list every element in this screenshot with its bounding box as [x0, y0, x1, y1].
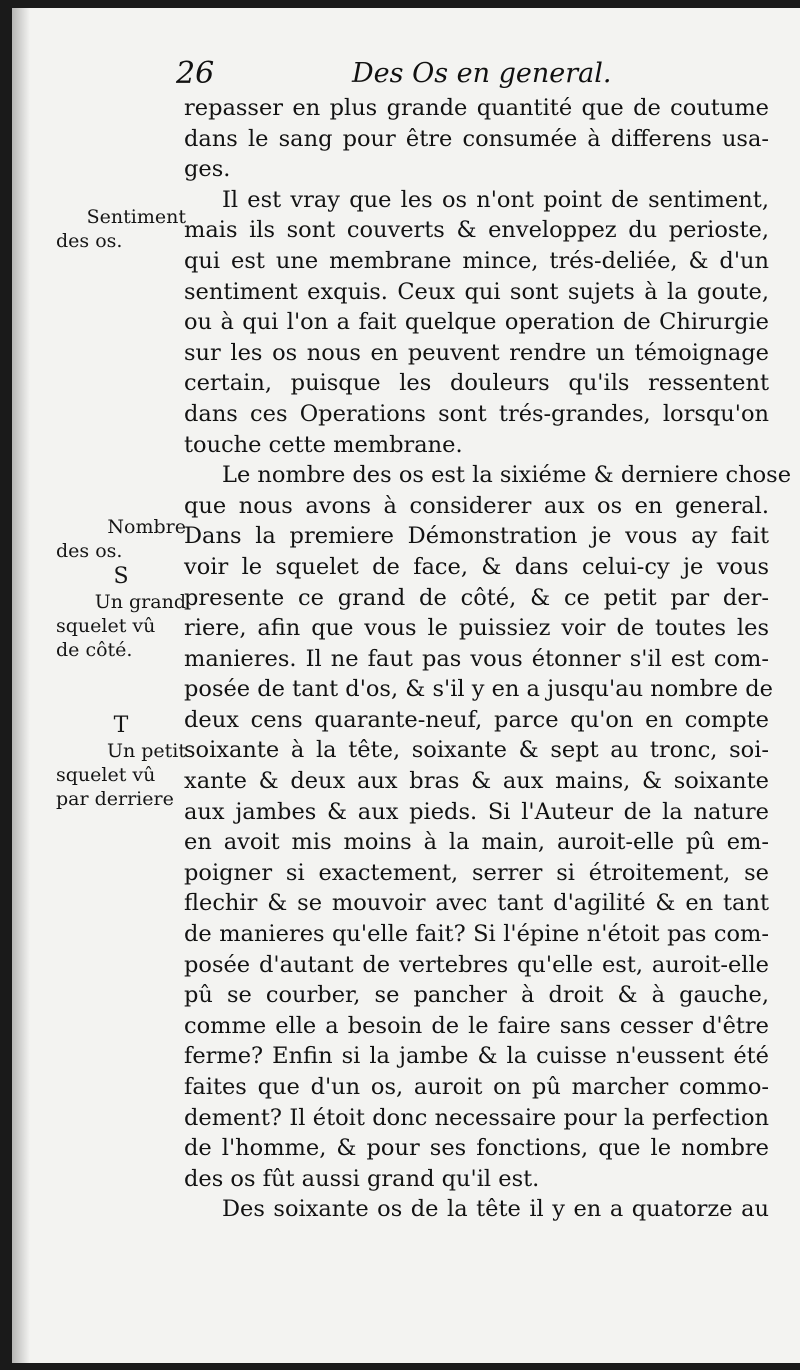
text-line: touche cette membrane.: [184, 431, 463, 458]
page-number: 26: [176, 56, 215, 91]
margin-note-line: Sentiment: [86, 206, 186, 228]
text-line: qui est une membrane mince, trés-deliée, & d'un: [184, 247, 769, 274]
text-line: Dans la premiere Démonstration je vous ay fait: [184, 523, 769, 550]
text-line: repasser en plus grande quantité que de coutume: [184, 95, 769, 121]
text-line: posée de tant d'os, & s'il y en a jusqu'au nombre de: [184, 676, 773, 703]
text-line: dement? Il étoit donc necessaire pour la perfection: [184, 1104, 769, 1131]
text-line: Il est vray que les os n'ont point de sentiment,: [222, 186, 769, 213]
margin-note-line: Nombre: [107, 516, 186, 538]
margin-note-petit-squelet: [56, 713, 186, 811]
margin-note-line: Un grand: [94, 591, 186, 613]
page-header: [12, 56, 800, 96]
text-line: sur les os nous en peuvent rendre un témoignage: [184, 339, 769, 366]
text-line: pû se courber, se pancher à droit & à gauche,: [184, 982, 769, 1009]
text-line: posée d'autant de vertebres qu'elle est, auroit-elle: [184, 951, 769, 978]
text-line: Le nombre des os est la sixiéme & derniere chose: [222, 462, 792, 489]
margin-note-line: de côté.: [56, 639, 133, 661]
text-line: voir le squelet de face, & dans celui-cy je vous: [184, 553, 769, 580]
text-line: dans le sang pour être consumée à differens usa-: [184, 125, 769, 152]
text-line: que nous avons à considerer aux os en general.: [184, 492, 769, 519]
text-line: aux jambes & aux pieds. Si l'Auteur de la nature: [184, 798, 769, 825]
text-line: mais ils sont couverts & enveloppez du perioste,: [184, 217, 769, 244]
body-text: [184, 93, 792, 1225]
margin-note-nombre: [56, 515, 186, 563]
margin-note-line: squelet vû: [56, 615, 156, 637]
text-line: faites que d'un os, auroit on pû marcher commo-: [184, 1074, 769, 1100]
figure-letter: T: [113, 713, 129, 738]
book-page: [12, 8, 800, 1363]
text-line: presente ce grand de côté, & ce petit par der-: [184, 584, 769, 611]
margin-note-sentiment: [56, 205, 186, 253]
text-line: Des soixante os de la tête il y en a quatorze au: [222, 1196, 769, 1223]
text-line: certain, puisque les douleurs qu'ils ressentent: [184, 370, 769, 397]
text-line: flechir & se mouvoir avec tant d'agilité & en tant: [184, 890, 769, 917]
text-line: ou à qui l'on a fait quelque operation de Chirurgie: [184, 309, 769, 336]
running-head: Des Os en general.: [352, 58, 612, 89]
text-line: poigner si exactement, serrer si étroitement, se: [184, 859, 769, 886]
text-line: en avoit mis moins à la main, auroit-elle pû em-: [184, 829, 769, 856]
text-line: de l'homme, & pour ses fonctions, que le nombre: [184, 1135, 769, 1162]
margin-note-line: squelet vû: [56, 764, 156, 786]
margin-note-grand-squelet: [56, 564, 186, 662]
text-line: ges.: [184, 156, 231, 183]
text-line: ferme? Enfin si la jambe & la cuisse n'eussent été: [184, 1043, 769, 1070]
margin-note-line: des os.: [56, 540, 123, 562]
binding-shadow: [12, 8, 30, 1363]
text-line: soixante à la tête, soixante & sept au tronc, soi-: [184, 737, 769, 764]
figure-letter: S: [113, 564, 129, 589]
margin-note-line: par derriere: [56, 788, 174, 810]
margin-note-line: des os.: [56, 230, 123, 252]
text-line: de manieres qu'elle fait? Si l'épine n'étoit pas com-: [184, 921, 769, 948]
text-line: dans ces Operations sont trés-grandes, lorsqu'on: [184, 400, 769, 427]
text-line: manieres. Il ne faut pas vous étonner s'il est com-: [184, 645, 769, 672]
text-line: des os fût aussi grand qu'il est.: [184, 1165, 540, 1192]
text-line: xante & deux aux bras & aux mains, & soixante: [184, 768, 769, 795]
text-line: deux cens quarante-neuf, parce qu'on en compte: [184, 706, 769, 733]
text-line: comme elle a besoin de le faire sans cesser d'être: [184, 1012, 769, 1039]
text-line: riere, afin que vous le puissiez voir de toutes les: [184, 615, 769, 642]
text-line: sentiment exquis. Ceux qui sont sujets à la goute,: [184, 278, 769, 305]
margin-note-line: Un petit: [106, 740, 186, 762]
